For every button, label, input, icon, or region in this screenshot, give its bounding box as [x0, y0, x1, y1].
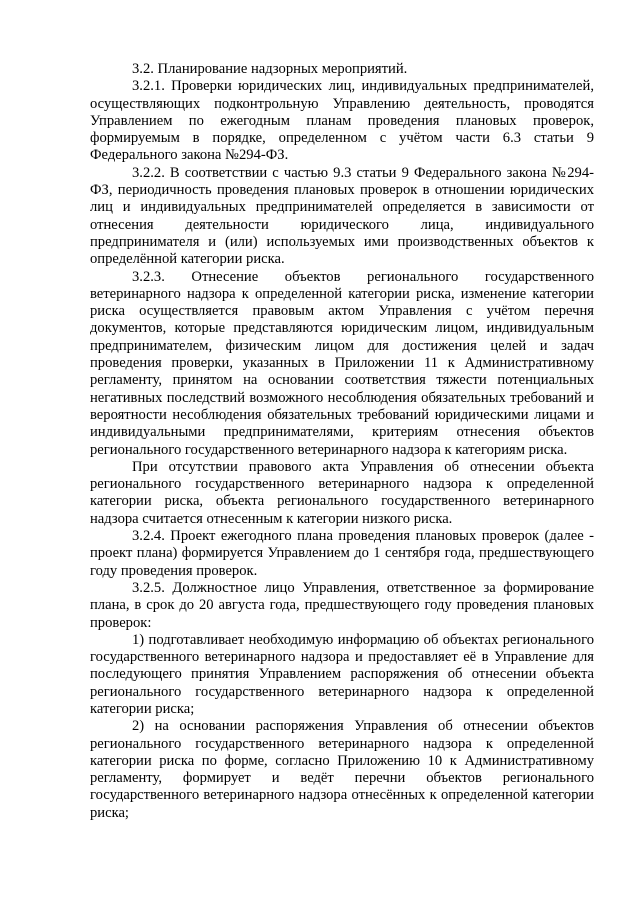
paragraph-3-2-4: 3.2.4. Проект ежегодного плана проведения плановых проверок (далее - проект плана) формируется Управлением до 1 сентября года, предшествующего году проведения проверок.: [90, 528, 594, 579]
document-page: [90, 61, 594, 822]
section-heading-3-2: 3.2. Планирование надзорных мероприятий.: [132, 61, 408, 77]
paragraph-3-2-1: 3.2.1. Проверки юридических лиц, индивидуальных предпринимателей, осуществляющих подконтрольную Управлению деятельность, проводятся Управлением по ежегодным планам проведения плановых проверок, формируемым в порядке, определенном с учётом части 6.3 статьи 9 Федерального закона №294-ФЗ.: [90, 78, 594, 164]
list-item-2: 2) на основании распоряжения Управления об отнесении объектов регионального государственного ветеринарного надзора к определенной категории риска по форме, согласно Приложению 10 к Административному регламенту, формирует и ведёт перечни объектов регионального государственного ветеринарного надзора отнесённых к определенной категории риска;: [90, 718, 594, 821]
list-item-1: 1) подготавливает необходимую информацию об объектах регионального государственного ветеринарного надзора и предоставляет её в Управление для последующего принятия Управлением распоряжения об отнесении объекта регионального государственного ветеринарного надзора к определенной категории риска;: [90, 631, 594, 717]
paragraph-3-2-2: 3.2.2. В соответствии с частью 9.3 статьи 9 Федерального закона №294-ФЗ, периодичность проведения плановых проверок в отношении юридических лиц и индивидуальных предпринимателей определяется в зависимости от отнесения деятельности юридического лица, индивидуального предпринимателя и (или) используемых ими производственных объектов к определённой категории риска.: [90, 164, 594, 268]
paragraph-3-2-3: 3.2.3. Отнесение объектов регионального государственного ветеринарного надзора к определенной категории риска, изменение категории риска осуществляется правовым актом Управления с учётом перечня документов, которые представляются юридическим лицом, индивидуальным предпринимателем, физическим лицом для достижения целей и задач проведения проверки, указанных в Приложении 11 к Административному регламенту, принятом на основании соответствия тяжести потенциальных негативных последствий возможного несоблюдения обязательных требований и вероятности несоблюдения обязательных требований юридическими лицами и индивидуальными предпринимателями, критериям отнесения объектов регионального государственного ветеринарного надзора к категориям риска.: [90, 268, 594, 458]
paragraph-3-2-5: 3.2.5. Должностное лицо Управления, ответственное за формирование плана, в срок до 20 августа года, предшествующего году проведения плановых проверок:: [90, 579, 594, 631]
paragraph-absence-of-act: При отсутствии правового акта Управления об отнесении объекта регионального государственного ветеринарного надзора к определенной категории риска, объекта регионального государственного ветеринарного надзора считается отнесенным к категории низкого риска.: [90, 458, 594, 527]
